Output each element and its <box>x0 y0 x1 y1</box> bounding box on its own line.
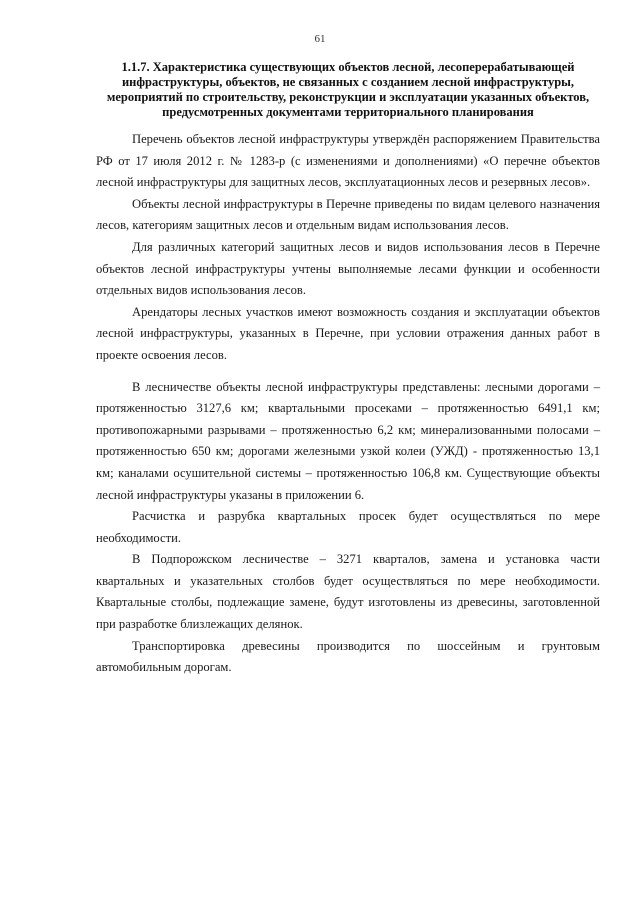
page-number: 61 <box>314 33 326 45</box>
section-heading: 1.1.7. Характеристика существующих объектов лесной, лесоперерабатывающей инфраструктуры, объектов, не связанных с созданием лесной инфраструктуры, мероприятий по строительству, реконструкции и эксплуатации указанных объектов, предусмотренных документами территориального планирования <box>106 60 590 119</box>
paragraph: В Подпорожском лесничестве – 3271 кварталов, замена и установка части квартальных и указательных столбов будет осуществляться по мере необходимости. Квартальные столбы, подлежащие замене, будут изготовлены из древесины, заготовленной при разработке близлежащих делянок. <box>96 552 600 632</box>
paragraph: Расчистка и разрубка квартальных просек будет осуществляться по мере необходимости. <box>96 509 600 545</box>
paragraph: Объекты лесной инфраструктуры в Перечне приведены по видам целевого назначения лесов, категориям защитных лесов и отдельным видам использования лесов. <box>96 196 600 233</box>
paragraph: Арендаторы лесных участков имеют возможность создания и эксплуатации объектов лесной инфраструктуры, указанных в Перечне, при условии отражения данных работ в проекте освоения лесов. <box>96 304 600 362</box>
paragraph: Перечень объектов лесной инфраструктуры утверждён распоряжением Правительства РФ от 17 июля 2012 г. № 1283-р (с изменениями и дополнениями) «О перечне объектов лесной инфраструктуры для защитных лесов, эксплуатационных лесов и резервных лесов». <box>96 132 600 190</box>
paragraph: Для различных категорий защитных лесов и видов использования лесов в Перечне объектов лесной инфраструктуры учтены выполняемые лесами функции и особенности отдельных видов использования лесов. <box>96 239 600 298</box>
paragraph: Транспортировка древесины производится по шоссейным и грунтовым автомобильным дорогам. <box>96 638 600 675</box>
paragraph: В лесничестве объекты лесной инфраструктуры представлены: лесными дорогами – протяженностью 3127,6 км; квартальными просеками – протяженностью 6491,1 км; противопожарными разрывами – протяженностью 6,2 км; минерализованными полосами – протяженностью 650 км; дорогами железными узкой колеи (УЖД) - протяженностью 13,1 км; каналами осушительной системы – протяженностью 106,8 км. Существующие объекты лесной инфраструктуры указаны в приложении 6. <box>96 379 600 502</box>
section-body <box>96 129 600 679</box>
